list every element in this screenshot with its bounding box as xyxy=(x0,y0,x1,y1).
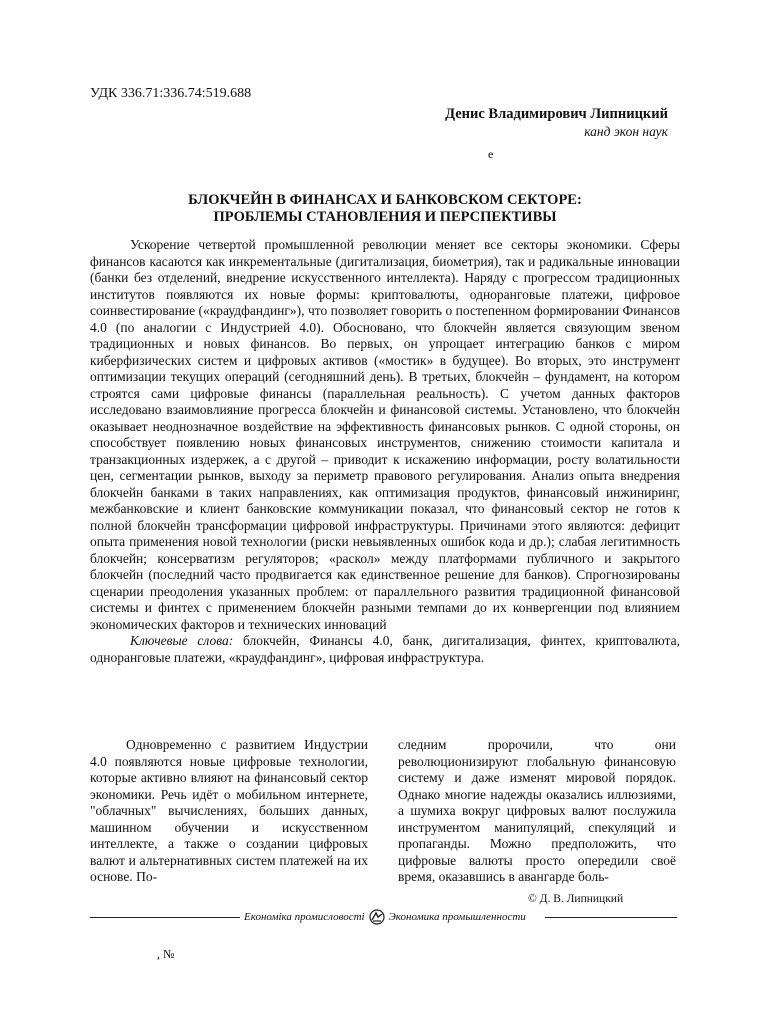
copyright: © Д. В. Липницкий xyxy=(528,893,624,905)
journal-footer xyxy=(244,909,526,925)
keywords-label: Ключевые слова: xyxy=(130,633,234,648)
body-column-left: Одновременно с развитием Индустрии 4.0 появляются новые цифровые технологии, которые активно влияют на финансовый сектор экономики. Речь идёт о мобильном интернете, "облачных" вычислениях, больших данных, машинном обучении и искусственном интеллекте, а также о создании цифровых валют и альтернативных систем платежей на их основе. По- xyxy=(90,737,368,884)
abstract xyxy=(90,237,680,666)
issue-number: , № xyxy=(157,947,175,961)
abstract-text: Ускорение четвертой промышленной революции меняет все секторы экономики. Сферы финансов касаются как инкрементальные (дигитализация, биометрия), так и радикальные инновации (банки без отделений, внедрение искусственного интеллекта). Наряду с прогрессом традиционных институтов появляются их новые формы: криптовалюты, одноранговые платежи, цифровое соинвестирование («краудфандинг»), что позволяет говорить о постепенном формировании Финансов 4.0 (по аналогии с Индустрией 4.0). Обосновано, что блокчейн является связующим звеном традиционных и новых финансов. Во первых, он упрощает интеграцию банков с миром киберфизических систем и цифровых активов («мостик» в будущее). Во вторых, это инструмент оптимизации текущих операций (сегодняшний день). В третьих, блокчейн – фундамент, на котором строятся сами цифровые финансы (параллельная реальность). С учетом данных факторов исследовано взаимовлияние прогресса блокчейн и финансовой системы. Установлено, что блокчейн оказывает неоднозначное воздействие на эффективность финансовых рынков. С одной стороны, он способствует появлению новых финансовых инструментов, снижению стоимости капитала и транзакционных издержек, а с другой – приводит к искажению информации, росту волатильности цен, сегментации рынков, выходу за периметр правового регулирования. Анализ опыта внедрения блокчейн банками в таких направлениях, как оптимизация продуктов, финансовый инжиниринг, межбанковские и клиент банковские коммуникации показал, что финансовый сектор не готов к полной блокчейн трансформации цифровой инфраструктуры. Причинами этого являются: дефицит опыта применения новой технологии (риски невыявленных ошибок кода и др.); слабая легитимность блокчейн; консерватизм регуляторов; «раскол» между платформами публичного и закрытого блокчейн (последний часто продвигается как единственное решение для банков). Спрогнозированы сценарии преодоления указанных проблем: от параллельного развития традиционной финансовой системы и финтех с применением блокчейн разными темпами до их конвергенции под влиянием экономических факторов и технических инноваций xyxy=(90,237,680,632)
author-block xyxy=(445,106,668,140)
body-column-right: следним пророчили, что они революционизируют глобальную финансовую систему и даже изменят мировой порядок. Однако многие надежды оказались иллюзиями, а шумиха вокруг цифровых валют послужила инструментом манипуляций, спекуляций и пропаганды. Можно предположить, что цифровые валюты просто опередили своё время, оказавшись в авангарде боль- xyxy=(398,737,676,884)
author-degree: канд экон наук xyxy=(584,124,668,139)
title-line-1: БЛОКЧЕЙН В ФИНАНСАХ И БАНКОВСКОМ СЕКТОРЕ: xyxy=(188,192,582,208)
footer-rule-right xyxy=(545,917,677,918)
author-name: Денис Владимирович Липницкий xyxy=(445,106,668,122)
journal-name-ua: Економіка промисловості xyxy=(244,911,365,923)
title-line-2: ПРОБЛЕМЫ СТАНОВЛЕНИЯ И ПЕРСПЕКТИВЫ xyxy=(213,209,557,225)
paper-title xyxy=(90,192,680,226)
journal-name-ru: Экономика промышленности xyxy=(388,911,526,923)
keywords-list: блокчейн, Финансы 4.0, банк, дигитализация, финтех, криптовалюта, одноранговые платежи, «краудфандинг», цифровая инфраструктура. xyxy=(90,633,680,665)
udc-code: УДК 336.71:336.74:519.688 xyxy=(90,86,252,101)
footer-rule-left xyxy=(90,917,240,918)
journal-logo-icon xyxy=(369,909,385,925)
stray-mark: е xyxy=(488,147,494,161)
keywords xyxy=(90,633,680,666)
